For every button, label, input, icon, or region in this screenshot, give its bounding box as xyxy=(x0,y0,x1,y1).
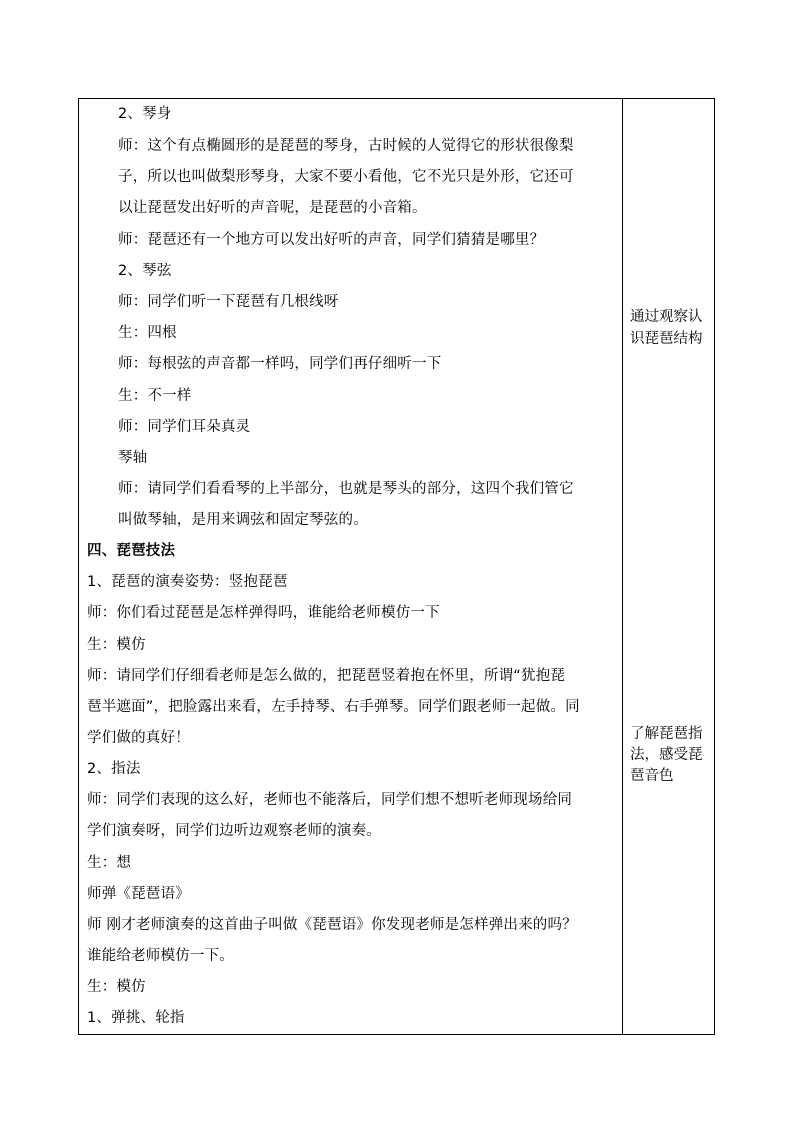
objective-note-line: 琶音色 xyxy=(630,768,674,784)
teacher-line-cont: 子，所以也叫做梨形琴身，大家不要小看他，它不光只是外形，它还可 xyxy=(118,169,574,185)
subheading-posture: 1、琵琶的演奏姿势：竖抱琵琶 xyxy=(87,574,288,590)
column-divider xyxy=(622,98,623,1035)
performance-line: 师弹《琵琶语》 xyxy=(87,886,190,902)
teacher-line-cont: 学们做的真好！ xyxy=(87,730,190,746)
teacher-line: 师 刚才老师演奏的这首曲子叫做《琵琶语》你发现老师是怎样弹出来的吗？ xyxy=(87,917,577,933)
teacher-line-cont: 叫做琴轴，是用来调弦和固定琴弦的。 xyxy=(118,512,368,528)
objective-note-line: 识琵琶结构 xyxy=(630,331,703,347)
teacher-line-cont: 琶半遮面”，把脸露出来看，左手持琴、右手弹琴。同学们跟老师一起做。同 xyxy=(87,699,580,715)
teacher-line: 师：同学们听一下琵琶有几根线呀 xyxy=(118,294,339,310)
section-heading-technique: 四、琵琶技法 xyxy=(87,543,176,559)
heading-qinzhou: 琴轴 xyxy=(118,450,148,466)
student-line: 生：想 xyxy=(87,855,132,871)
student-line: 生：四根 xyxy=(118,325,177,341)
teacher-line-cont: 谁能给老师模仿一下。 xyxy=(87,948,234,964)
teacher-line: 师：这个有点椭圆形的是琵琶的琴身，古时候的人觉得它的形状很像梨 xyxy=(118,138,574,154)
student-line: 生：模仿 xyxy=(87,637,146,653)
teacher-line: 师：琵琶还有一个地方可以发出好听的声音，同学们猜猜是哪里？ xyxy=(118,232,545,248)
objective-note-line: 了解琵琶指 xyxy=(630,726,703,742)
heading-qinxian: 2、琴弦 xyxy=(118,263,172,279)
teacher-line: 师：请同学们看看琴的上半部分，也就是琴头的部分，这四个我们管它 xyxy=(118,481,574,497)
teacher-line-cont: 以让琵琶发出好听的声音呢，是琵琶的小音箱。 xyxy=(118,200,427,216)
teacher-line: 师：你们看过琵琶是怎样弹得吗，谁能给老师模仿一下 xyxy=(87,605,440,621)
objective-note-line: 通过观察认 xyxy=(630,309,703,325)
subheading-fingering: 2、指法 xyxy=(87,761,141,777)
student-line: 生：模仿 xyxy=(87,979,146,995)
student-line: 生：不一样 xyxy=(118,388,192,404)
teacher-line-cont: 学们演奏呀，同学们边听边观察老师的演奏。 xyxy=(87,823,381,839)
teacher-line: 师：每根弦的声音都一样吗，同学们再仔细听一下 xyxy=(118,356,442,372)
objective-note-line: 法，感受琵 xyxy=(630,747,703,763)
teacher-line: 师：同学们表现的这么好，老师也不能落后，同学们想不想听老师现场给同 xyxy=(87,792,573,808)
teacher-line: 师：请同学们仔细看老师是怎么做的，把琵琶竖着抱在怀里，所谓“犹抱琵 xyxy=(87,668,566,684)
subheading-technique: 1、弹挑、轮指 xyxy=(87,1010,185,1026)
heading-qinshen: 2、琴身 xyxy=(118,106,172,122)
teacher-line: 师：同学们耳朵真灵 xyxy=(118,419,251,435)
